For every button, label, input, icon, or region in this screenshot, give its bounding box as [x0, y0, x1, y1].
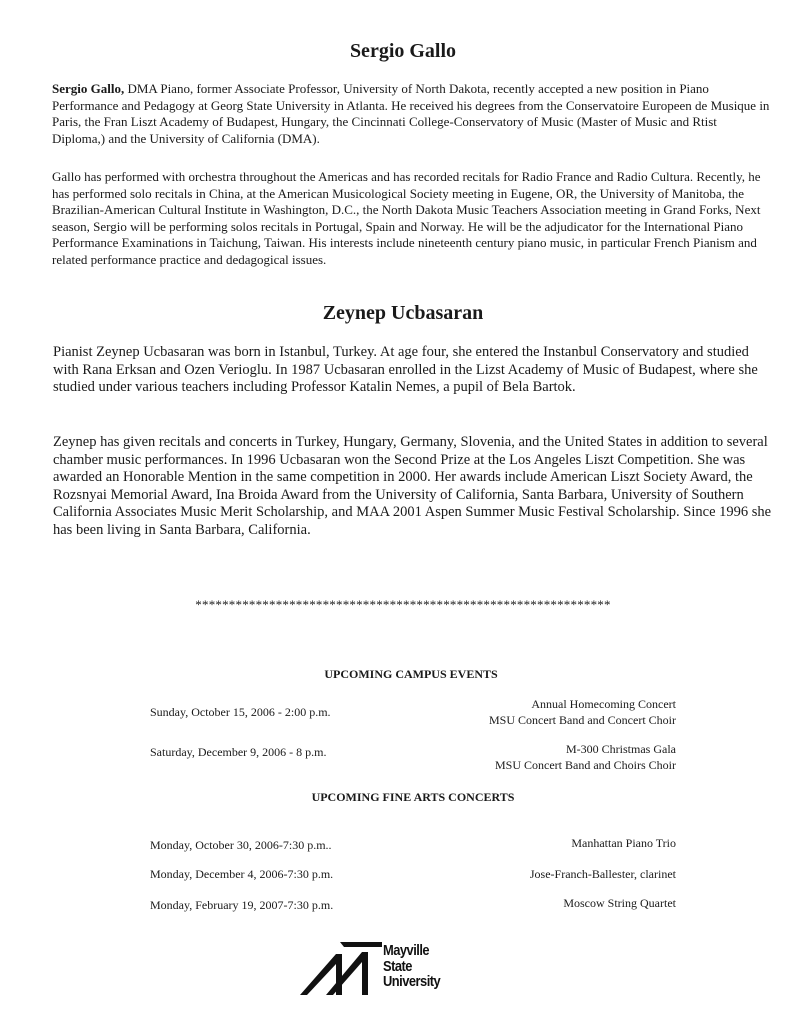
event-date: Sunday, October 15, 2006 - 2:00 p.m.	[150, 705, 331, 719]
asterisk-separator: **************************************************************	[195, 597, 611, 612]
fine-arts-concerts-title: UPCOMING FINE ARTS CONCERTS	[311, 790, 515, 804]
campus-events-title: UPCOMING CAMPUS EVENTS	[324, 667, 498, 681]
logo-line-3: University	[383, 973, 441, 990]
event-title: M-300 Christmas Gala	[566, 742, 676, 756]
concert-date: Monday, October 30, 2006-7:30 p.m..	[150, 838, 332, 852]
zeynep-ucbasaran-bio-paragraph-1: Pianist Zeynep Ucbasaran was born in Istanbul, Turkey. At age four, she entered the Instanbul Conservatory and studied with Rana Erksan and Ozen Verioglu. In 1987 Ucbasaran enrolled in the Lizst Academy of Music of Budapest, where she studied under various teachers including Professor Katalin Nemes, a pupil of Bela Bartok.	[53, 344, 758, 396]
mayville-state-university-logo	[300, 942, 470, 996]
logo-wordmark	[383, 943, 440, 990]
event-title: Annual Homecoming Concert	[531, 697, 676, 711]
event-description	[489, 696, 676, 728]
sergio-gallo-bio-name: Sergio Gallo,	[52, 81, 125, 96]
logo-line-2: State	[383, 957, 412, 975]
sergio-gallo-bio-paragraph-1	[52, 81, 772, 147]
msu-logo-mark-icon	[300, 942, 382, 996]
event-date: Saturday, December 9, 2006 - 8 p.m.	[150, 745, 327, 759]
zeynep-ucbasaran-heading: Zeynep Ucbasaran	[322, 302, 484, 324]
sergio-gallo-bio-paragraph-2: Gallo has performed with orchestra throughout the Americas and has recorded recitals for Radio France and Radio Cultura. Recently, he has performed solo recitals in China, at the American Musicological Society meeting in Eugene, OR, the University of Manitoba, the Brazilian-American Cultural Institute in Washington, D.C., the North Dakota Music Teachers Association meeting in Grand Forks, Next season, Sergio will be performing solos recitals in Portugal, Spain and Norway. He will be the adjudicator for the International Piano Performance Examinations in Taichung, Taiwan. His interests include nineteenth century piano music, in particular French Pianism and related performance practice and dedagogical issues.	[52, 169, 761, 267]
zeynep-ucbasaran-bio-paragraph-2: Zeynep has given recitals and concerts in Turkey, Hungary, Germany, Slovenia, and the United States in addition to several chamber music performances. In 1996 Ucbasaran won the Second Prize at the Los Angeles Liszt Competition. She was awarded an Honorable Mention in the same competition in 2000. Her awards include American Liszt Society Award, the Rozsnyai Memorial Award, Ina Broida Award from the University of California, Santa Barbara, University of Southern California Associates Music Merit Scholarship, and MAA 2001 Aspen Summer Music Festival Scholarship. Since 1996 she has been living in Santa Barbara, California.	[53, 434, 772, 538]
event-performers: MSU Concert Band and Choirs Choir	[495, 758, 676, 772]
logo-line-1: Mayville	[383, 942, 430, 959]
sergio-gallo-heading: Sergio Gallo	[349, 40, 457, 62]
concert-performer: Jose-Franch-Ballester, clarinet	[529, 867, 676, 881]
concert-performer: Moscow String Quartet	[563, 896, 676, 910]
sergio-gallo-bio-text: DMA Piano, former Associate Professor, University of North Dakota, recently accepted a new position in Piano Performance and Pedagogy at Georg State University in Atlanta. He received his degrees from the Conservatoire Europeen de Musique in Paris, the Fran Liszt Academy of Budapest, Hungary, the Cincinnati College-Conservatory of Music (Master of Music and Rtist Diploma,) and the University of California (DMA).	[52, 81, 770, 146]
event-description	[495, 741, 676, 773]
event-performers: MSU Concert Band and Concert Choir	[489, 713, 676, 727]
concert-date: Monday, December 4, 2006-7:30 p.m.	[150, 867, 334, 881]
concert-date: Monday, February 19, 2007-7:30 p.m.	[150, 898, 334, 912]
concert-performer: Manhattan Piano Trio	[571, 836, 676, 850]
